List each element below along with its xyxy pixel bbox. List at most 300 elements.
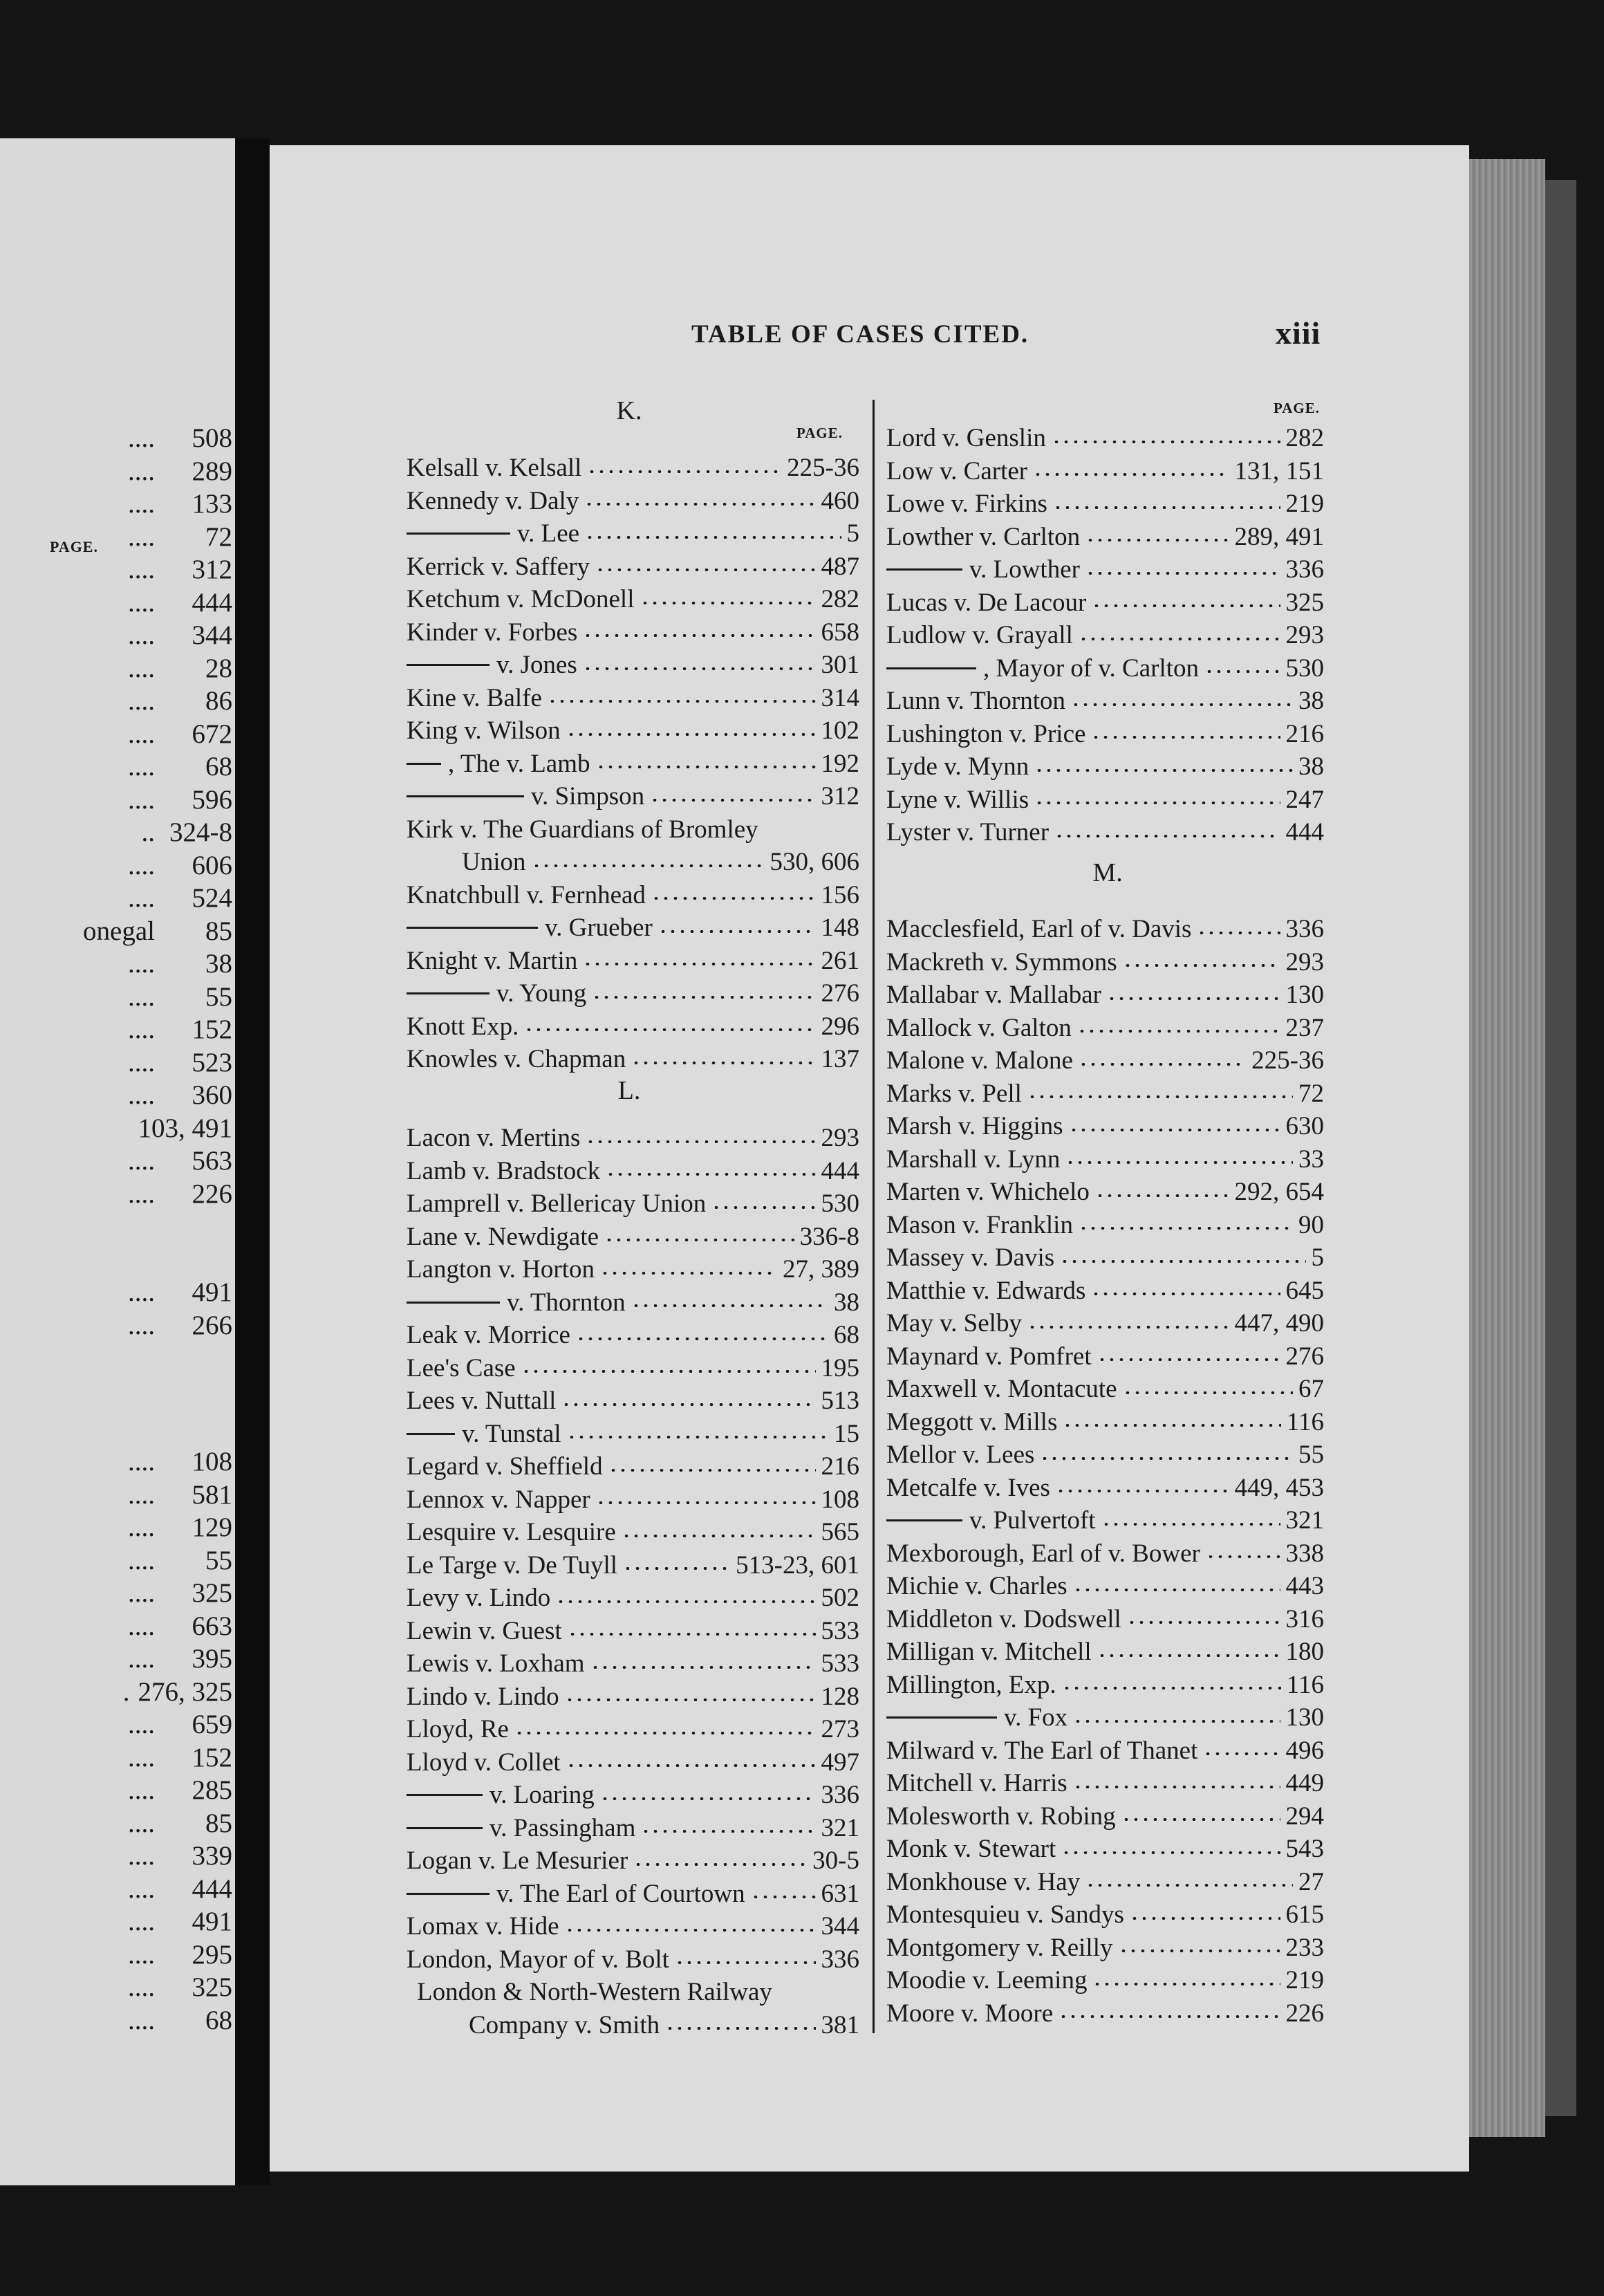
- facing-page-fragment: [0, 138, 235, 2185]
- leader-dots: [651, 897, 816, 900]
- left_column-entry: [407, 1713, 859, 1746]
- left_column-entry: [407, 1779, 859, 1811]
- leader-dots: [585, 536, 841, 539]
- facing-row-text: ....: [128, 1710, 155, 1739]
- case-page-number: 128: [821, 1682, 859, 1711]
- case-name: Lamprell v. Bellericay Union: [407, 1189, 707, 1218]
- case-name: London, Mayor of v. Bolt: [407, 1945, 669, 1974]
- case-page-number: 487: [821, 552, 859, 581]
- ditto-rule: [407, 1893, 489, 1895]
- right_column-entry: [886, 1932, 1324, 1964]
- section-letter-l: L.: [617, 1076, 641, 1105]
- case-name: v. Thornton: [507, 1288, 626, 1317]
- facing-row-text: ....: [128, 1015, 155, 1044]
- left_column-entry: [407, 1681, 859, 1713]
- facing-row-text: ....: [128, 1447, 155, 1476]
- facing-page-row: [7, 1873, 235, 1905]
- facing-row-page: 68: [205, 2005, 232, 2035]
- facing-row-text: ....: [128, 1873, 155, 1904]
- right_column-entry: [886, 718, 1324, 750]
- leader-dots: [600, 1272, 777, 1275]
- case-page-number: 565: [821, 1518, 859, 1546]
- case-page-number: 336: [821, 1945, 859, 1974]
- facing-row-text: ....: [128, 1972, 155, 2002]
- case-page-number: 293: [821, 1124, 859, 1152]
- leader-dots: [583, 667, 816, 670]
- case-page-number: 294: [1285, 1802, 1324, 1831]
- leader-dots: [583, 634, 815, 637]
- facing-row-text: ....: [128, 2005, 155, 2035]
- leader-dots: [1085, 539, 1229, 541]
- case-name: Marten v. Whichelo: [886, 1178, 1090, 1206]
- case-page-number: 5: [846, 519, 859, 548]
- right_column-entry: [886, 586, 1324, 619]
- case-name: v. The Earl of Courtown: [496, 1879, 745, 1908]
- leader-dots: [1027, 1095, 1293, 1098]
- facing-page-row: [7, 1577, 235, 1609]
- facing-page-row: [7, 718, 235, 750]
- right_column-entry: [886, 652, 1324, 685]
- case-name: Milligan v. Mitchell: [886, 1638, 1092, 1666]
- facing-page-row: [7, 553, 235, 586]
- facing-row-page: 360: [192, 1080, 232, 1110]
- facing-row-page: 108: [192, 1447, 232, 1476]
- left_column-entry: [407, 1844, 859, 1877]
- page-edge-shadow: [1545, 180, 1576, 2116]
- column-divider: [873, 400, 875, 2033]
- right_column-entry: [886, 816, 1324, 849]
- case-name: Lowe v. Firkins: [886, 490, 1047, 518]
- case-page-number: 219: [1285, 490, 1324, 518]
- facing-row-page: 324-8: [169, 817, 232, 847]
- leader-dots: [1197, 932, 1280, 934]
- leader-dots: [631, 1304, 828, 1307]
- right_column-entry: [886, 1701, 1324, 1734]
- case-name: Macclesfield, Earl of v. Davis: [886, 915, 1192, 943]
- case-page-number: 321: [1285, 1506, 1324, 1535]
- leader-dots: [1034, 769, 1293, 772]
- leader-dots: [608, 1469, 816, 1472]
- case-name: Mexborough, Earl of v. Bower: [886, 1539, 1200, 1568]
- ditto-rule: [886, 667, 976, 669]
- facing-row-text: ....: [128, 1841, 155, 1871]
- case-page-number: 130: [1285, 981, 1324, 1009]
- leader-dots: [1034, 802, 1280, 804]
- leader-dots: [521, 1370, 816, 1373]
- facing-page-row: [7, 1112, 235, 1145]
- right_column-entry: [886, 1438, 1324, 1471]
- case-name: Mitchell v. Harris: [886, 1769, 1067, 1797]
- facing-row-page: 38: [205, 949, 232, 979]
- right_column-entry: [886, 1734, 1324, 1767]
- leader-dots: [1073, 1589, 1280, 1591]
- facing-row-text: ....: [128, 1578, 155, 1608]
- facing-page-row: [7, 521, 235, 553]
- leader-dots: [665, 2027, 815, 2030]
- case-page-number: 131, 151: [1234, 456, 1324, 485]
- right_column-entry: [886, 553, 1324, 586]
- leader-dots: [640, 602, 816, 604]
- leader-dots: [622, 1535, 816, 1537]
- left_column-entry: [407, 517, 859, 550]
- facing-page-row: [7, 1145, 235, 1177]
- right_column-entry: [886, 1570, 1324, 1602]
- facing-page-row: [7, 1708, 235, 1741]
- leader-dots: [1054, 835, 1280, 837]
- right_column-entry: [886, 946, 1324, 979]
- case-page-number: 108: [821, 1485, 859, 1514]
- case-page-number: 645: [1285, 1276, 1324, 1305]
- facing-page-row: [7, 2004, 235, 2037]
- facing-row-page: 103, 491: [138, 1113, 232, 1143]
- facing-row-page: 508: [192, 423, 232, 453]
- case-name: Lindo v. Lindo: [407, 1682, 559, 1711]
- left_column-entry: [407, 1286, 859, 1319]
- facing-page-row: [7, 1938, 235, 1971]
- ditto-rule: [407, 1302, 500, 1304]
- facing-page-row: [7, 882, 235, 914]
- leader-dots: [583, 963, 815, 965]
- ditto-rule: [407, 533, 510, 535]
- case-name: Knatchbull v. Fernhead: [407, 880, 646, 909]
- leader-dots: [1097, 1654, 1280, 1657]
- ditto-rule: [407, 992, 489, 994]
- case-page-number: 301: [821, 651, 859, 679]
- case-page-number: 195: [821, 1353, 859, 1382]
- facing-row-page: 226: [192, 1178, 232, 1209]
- case-name: Lushington v. Price: [886, 719, 1086, 748]
- right_column-entry: [886, 1012, 1324, 1044]
- left_column-entry: [407, 1549, 859, 1582]
- case-page-number: 293: [1285, 947, 1324, 976]
- case-page-number: 293: [1285, 621, 1324, 649]
- case-name: v. Tunstal: [462, 1419, 561, 1448]
- case-name: Knowles v. Chapman: [407, 1045, 626, 1073]
- leader-dots: [623, 1567, 730, 1570]
- page-folio: xiii: [1276, 315, 1321, 351]
- leader-dots: [1069, 1129, 1280, 1131]
- case-name: , Mayor of v. Carlton: [983, 654, 1200, 683]
- leader-dots: [1079, 1063, 1246, 1066]
- leader-dots: [600, 1797, 816, 1800]
- leader-dots: [1052, 441, 1280, 443]
- facing-row-text: ....: [128, 1611, 155, 1641]
- facing-row-page: 86: [205, 686, 232, 716]
- facing-row-text: ....: [128, 1277, 155, 1307]
- leader-dots: [1123, 964, 1280, 967]
- case-page-number: 530, 606: [770, 848, 859, 876]
- left_column-entry: [407, 485, 859, 517]
- case-page-number: 226: [1285, 1999, 1324, 2028]
- case-page-number: 156: [821, 880, 859, 909]
- right_column-entry: [886, 1767, 1324, 1799]
- leader-dots: [1027, 1326, 1229, 1328]
- case-name: Mellor v. Lees: [886, 1441, 1035, 1469]
- facing-page-row: [7, 1276, 235, 1308]
- leader-dots: [1040, 1457, 1293, 1460]
- running-title: TABLE OF CASES CITED.: [691, 320, 1029, 349]
- facing-row-page: 606: [192, 850, 232, 880]
- case-page-number: 68: [834, 1321, 859, 1349]
- facing-page-row: [7, 586, 235, 619]
- leader-dots: [1206, 1555, 1280, 1558]
- case-page-number: 336-8: [799, 1222, 859, 1251]
- facing-row-text: ..: [141, 817, 155, 847]
- case-page-number: 192: [821, 749, 859, 778]
- leader-dots: [1091, 1293, 1280, 1295]
- left_column-entry: [407, 1483, 859, 1516]
- facing-page-row: [7, 1544, 235, 1577]
- leader-dots: [606, 1173, 815, 1176]
- case-name: Milward v. The Earl of Thanet: [886, 1736, 1198, 1765]
- leader-dots: [1071, 703, 1293, 706]
- case-name: Malone v. Malone: [886, 1046, 1073, 1075]
- leader-dots: [548, 700, 816, 703]
- facing-row-text: ....: [128, 1047, 155, 1077]
- leader-dots: [568, 1633, 816, 1636]
- leader-dots: [576, 1337, 828, 1340]
- leader-dots: [1062, 1687, 1281, 1689]
- case-page-number: 449: [1285, 1769, 1324, 1797]
- ditto-rule: [407, 927, 538, 929]
- leader-dots: [1204, 670, 1280, 673]
- case-page-number: 261: [821, 946, 859, 975]
- right_column-entry: [886, 685, 1324, 717]
- facing-row-text: ....: [128, 620, 155, 650]
- case-page-number: 273: [821, 1715, 859, 1743]
- facing-row-text: ....: [128, 1907, 155, 1936]
- case-name: v. Simpson: [531, 782, 645, 811]
- facing-row-text: ....: [128, 555, 155, 584]
- facing-page-row: [7, 849, 235, 882]
- case-page-number: 276: [1285, 1342, 1324, 1371]
- facing-page-row: [7, 1676, 235, 1708]
- left_column-entry: [407, 748, 859, 780]
- case-name: Knott Exp.: [407, 1012, 519, 1041]
- left_column-entry: [407, 1943, 859, 1976]
- case-page-number: 55: [1298, 1441, 1324, 1469]
- case-name: Lomax v. Hide: [407, 1912, 559, 1941]
- right_column-entry: [886, 750, 1324, 783]
- case-page-number: 312: [821, 782, 859, 811]
- leader-dots: [587, 470, 781, 473]
- facing-row-text: ....: [128, 1512, 155, 1542]
- right_column-entry: [886, 1964, 1324, 1997]
- case-page-number: 325: [1285, 588, 1324, 617]
- case-page-number: 336: [821, 1781, 859, 1809]
- case-name: Langton v. Horton: [407, 1255, 595, 1284]
- left_column-entry: [407, 879, 859, 911]
- left_column-entry: [407, 616, 859, 649]
- case-page-number: 33: [1298, 1145, 1324, 1174]
- facing-row-text: ....: [128, 1479, 155, 1510]
- facing-row-page: 339: [192, 1841, 232, 1871]
- facing-row-text: ....: [128, 1644, 155, 1674]
- facing-row-text: ....: [128, 1742, 155, 1772]
- leader-dots: [1097, 1358, 1280, 1361]
- case-name: Le Targe v. De Tuyll: [407, 1550, 618, 1580]
- facing-page-row: [7, 1445, 235, 1478]
- case-name: Kinder v. Forbes: [407, 618, 578, 647]
- right_column-entry: [886, 1373, 1324, 1405]
- leader-dots: [1085, 1884, 1293, 1887]
- case-name: Lloyd v. Collet: [407, 1748, 561, 1777]
- case-page-number: 321: [821, 1813, 859, 1842]
- right_column-entry: [886, 1603, 1324, 1636]
- page-edge: [1469, 159, 1545, 2137]
- case-name: Lamb v. Bradstock: [407, 1156, 601, 1185]
- section-letter-m: M.: [1092, 858, 1123, 887]
- leader-dots: [1061, 1851, 1280, 1854]
- left_column-entry: [407, 682, 859, 714]
- facing-page-row: [7, 1479, 235, 1511]
- case-name: Lees v. Nuttall: [407, 1387, 557, 1415]
- facing-page-row: [7, 1840, 235, 1872]
- right_column-entry: [886, 1209, 1324, 1241]
- case-page-number: 296: [821, 1012, 859, 1041]
- case-page-number: 67: [1298, 1375, 1324, 1403]
- case-page-number: 631: [821, 1879, 859, 1908]
- facing-row-page: 491: [192, 1277, 232, 1307]
- left_column-entry: [407, 1385, 859, 1417]
- right_column-entry: [886, 1997, 1324, 2030]
- case-name: Levy v. Lindo: [407, 1584, 551, 1612]
- case-page-number: 460: [821, 486, 859, 515]
- leader-dots: [1059, 2015, 1280, 2018]
- leader-dots: [1203, 1752, 1280, 1755]
- left_column-entry: [407, 911, 859, 944]
- facing-row-page: 72: [205, 521, 232, 552]
- case-name: Lane v. Newdigate: [407, 1222, 599, 1251]
- case-name: v. Loaring: [489, 1781, 595, 1809]
- left_column-entry: [407, 550, 859, 583]
- case-name: v. Lowther: [969, 555, 1080, 584]
- case-name: Lacon v. Mertins: [407, 1124, 581, 1152]
- facing-row-text: ....: [128, 949, 155, 979]
- leader-dots: [1085, 572, 1280, 575]
- case-page-number: 344: [821, 1912, 859, 1941]
- case-page-number: 497: [821, 1748, 859, 1777]
- facing-page-header: PAGE.: [50, 538, 98, 555]
- case-page-number: 5: [1311, 1243, 1324, 1272]
- right_column-entry: [886, 913, 1324, 945]
- case-page-number: 513: [821, 1387, 859, 1415]
- facing-row-page: 85: [205, 1808, 232, 1838]
- facing-page-row: [7, 1511, 235, 1544]
- case-page-number: 658: [821, 618, 859, 647]
- facing-page-row: [7, 652, 235, 685]
- facing-row-text: ....: [128, 1545, 155, 1575]
- case-name: Lesquire v. Lesquire: [407, 1518, 616, 1546]
- right_column-entry: [886, 619, 1324, 651]
- case-page-number: 336: [1285, 555, 1324, 584]
- leader-dots: [565, 1698, 816, 1701]
- case-page-number: 502: [821, 1584, 859, 1612]
- case-page-number: 444: [1285, 818, 1324, 846]
- left_column-entry: [407, 649, 859, 681]
- facing-page-row: [7, 816, 235, 849]
- case-page-number: 225-36: [787, 454, 859, 482]
- facing-row-text: ....: [128, 981, 155, 1012]
- facing-row-page: 344: [192, 620, 232, 650]
- right_column-entry: [886, 1636, 1324, 1668]
- case-name: Lyster v. Turner: [886, 818, 1050, 846]
- leader-dots: [596, 766, 816, 768]
- ditto-rule: [886, 568, 962, 571]
- left_column-entry: [407, 780, 859, 813]
- case-page-number: 316: [1285, 1604, 1324, 1633]
- leader-dots: [1060, 1260, 1305, 1263]
- leader-dots: [631, 1062, 815, 1064]
- case-name: Matthie v. Edwards: [886, 1276, 1086, 1305]
- leader-dots: [1119, 1950, 1280, 1952]
- facing-page-row: [7, 1046, 235, 1079]
- case-page-number: 225-36: [1251, 1046, 1324, 1075]
- facing-row-page: 55: [205, 981, 232, 1012]
- case-page-number: 72: [1298, 1079, 1324, 1108]
- case-page-number: 530: [821, 1189, 859, 1218]
- facing-page-row: [7, 947, 235, 980]
- ditto-rule: [407, 795, 524, 797]
- right_column-entry: [886, 1340, 1324, 1373]
- leader-dots: [1079, 1227, 1293, 1230]
- case-page-number: 543: [1285, 1835, 1324, 1863]
- ditto-rule: [886, 1519, 962, 1521]
- facing-row-text: ....: [128, 1775, 155, 1805]
- leader-dots: [1091, 736, 1280, 739]
- left_column-entry: [407, 1043, 859, 1075]
- case-name: Ludlow v. Grayall: [886, 621, 1073, 649]
- left_column-entry: [417, 1976, 859, 2008]
- case-page-number: 30-5: [812, 1846, 859, 1875]
- case-name: Maynard v. Pomfret: [886, 1342, 1092, 1371]
- case-name: Lennox v. Napper: [407, 1485, 590, 1514]
- facing-row-text: ....: [128, 456, 155, 486]
- leader-dots: [1073, 1720, 1280, 1723]
- case-page-number: 449, 453: [1234, 1473, 1324, 1502]
- case-page-number: 276: [821, 979, 859, 1008]
- case-name: Millington, Exp.: [886, 1670, 1056, 1699]
- right_column-entry: [886, 979, 1324, 1011]
- left_column-entry: [407, 1582, 859, 1614]
- leader-dots: [641, 1830, 815, 1833]
- left_column-entry: [407, 1187, 859, 1220]
- case-name: Lucas v. De Lacour: [886, 588, 1087, 617]
- case-name: Lee's Case: [407, 1353, 516, 1382]
- facing-row-text: ....: [128, 883, 155, 913]
- case-name: Meggott v. Mills: [886, 1407, 1058, 1436]
- case-page-number: 38: [1298, 687, 1324, 715]
- left_column-entry: [407, 1352, 859, 1385]
- case-page-number: 38: [834, 1288, 859, 1317]
- facing-row-page: 491: [192, 1907, 232, 1936]
- left_column-entry: [407, 1450, 859, 1483]
- case-page-number: 180: [1285, 1638, 1324, 1666]
- case-name: v. Grueber: [545, 914, 653, 942]
- leader-dots: [1077, 1030, 1280, 1033]
- leader-dots: [565, 1929, 816, 1932]
- leader-dots: [1073, 1786, 1280, 1788]
- facing-row-page: 55: [205, 1545, 232, 1575]
- leader-dots: [532, 864, 765, 867]
- facing-row-text: ....: [128, 850, 155, 880]
- case-name: Lowther v. Carlton: [886, 522, 1081, 551]
- ditto-rule: [886, 1716, 997, 1719]
- facing-row-page: 325: [192, 1972, 232, 2002]
- facing-row-page: 266: [192, 1310, 232, 1340]
- case-page-number: 615: [1285, 1900, 1324, 1929]
- case-name: Mallabar v. Mallabar: [886, 981, 1101, 1009]
